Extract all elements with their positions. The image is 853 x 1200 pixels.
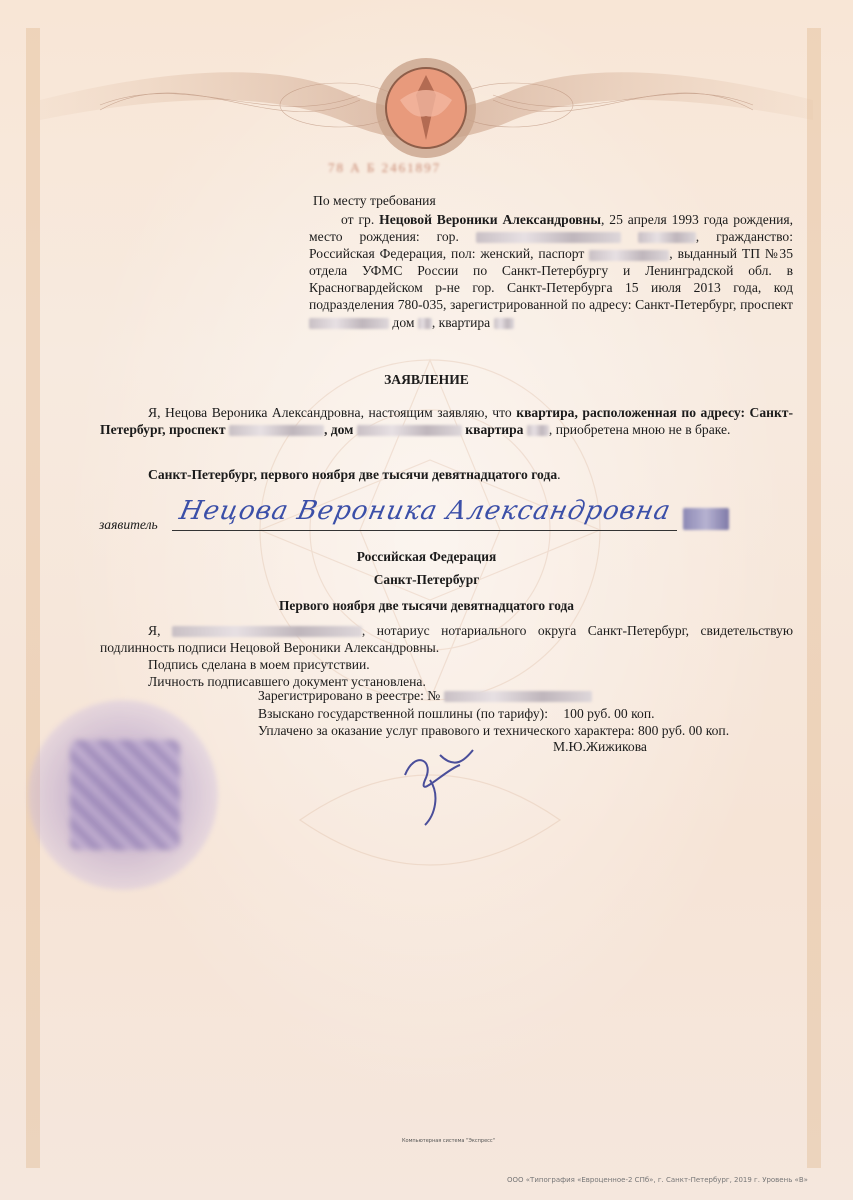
redacted-flat [494, 318, 514, 329]
notary-country: Российская Федерация [356, 549, 497, 564]
system-caption: Компьютерная система "Экспресс" [402, 1138, 495, 1144]
applicant-details: от гр. Нецовой Вероники Александровны, 25 апреля 1993 года рождения, место рождения: гор. , гражданство: Российская Федерация, пол: женский, паспорт , выданный ТП №35 отдела УФМС России по Санкт-Петербургу и Ленинградской обл. в Красногвардейском р-не гор. Санкт-Петербурга 15 июля 2013 года, код подразделения 780-035, зарегистрированной по адресу: Санкт-Петербург, проспект дом , квартира [309, 212, 794, 330]
redacted-street-2 [229, 425, 324, 436]
signature-line [172, 530, 677, 531]
handwritten-name: Нецова Вероника Александровна [176, 496, 674, 526]
statement-title: ЗАЯВЛЕНИЕ [384, 372, 469, 387]
redacted-registry-number [444, 691, 592, 702]
redacted-flat-2 [527, 425, 549, 436]
printer-caption: ООО «Типография «Евроценное-2 СПб», г. Санкт-Петербург, 2019 г. Уровень «В» [507, 1176, 808, 1184]
identity-established: Личность подписавшего документ установлена. [148, 674, 426, 689]
notary-signature [395, 740, 475, 830]
statement-paragraph: Я, Нецова Вероника Александровна, настоящим заявляю, что квартира, расположенная по адресу: Санкт-Петербург, проспект , дом квартира , приобретена мною не в браке. [100, 405, 793, 438]
requirement-line: По месту требования [313, 193, 436, 208]
redacted-notary-name [172, 626, 362, 637]
notary-date: Первого ноября две тысячи девятнадцатого года [279, 598, 574, 613]
redacted-house [418, 318, 432, 329]
state-duty-line: Взыскано государственной пошлины (по тарифу): 100 руб. 00 коп. [258, 706, 655, 721]
redacted-passport [589, 250, 669, 261]
redacted-street [309, 318, 389, 329]
statement-date-line: Санкт-Петербург, первого ноября две тысячи девятнадцатого года. [148, 467, 561, 482]
redacted-birthplace [476, 232, 621, 243]
signature-presence: Подпись сделана в моем присутствии. [148, 657, 370, 672]
stamp-emblem [70, 740, 180, 850]
redacted-house-2 [357, 425, 462, 436]
form-serial-number: 78 А Б 2461897 [328, 160, 442, 175]
notary-city: Санкт-Петербург [373, 572, 480, 587]
registry-line: Зарегистрировано в реестре: № [258, 687, 592, 704]
redacted-birthplace-2 [638, 232, 696, 243]
notary-name: М.Ю.Жижикова [553, 739, 647, 754]
applicant-name: Нецовой Вероники Александровны [379, 212, 601, 227]
notary-certification: Я, , нотариус нотариального округа Санкт-Петербург, свидетельствую подлинность подписи Нецовой Вероники Александровны. [100, 623, 793, 656]
redacted-signature [683, 508, 729, 530]
applicant-label: заявитель [99, 517, 158, 532]
services-fee-line: Уплачено за оказание услуг правового и технического характера: 800 руб. 00 коп. [258, 723, 730, 738]
